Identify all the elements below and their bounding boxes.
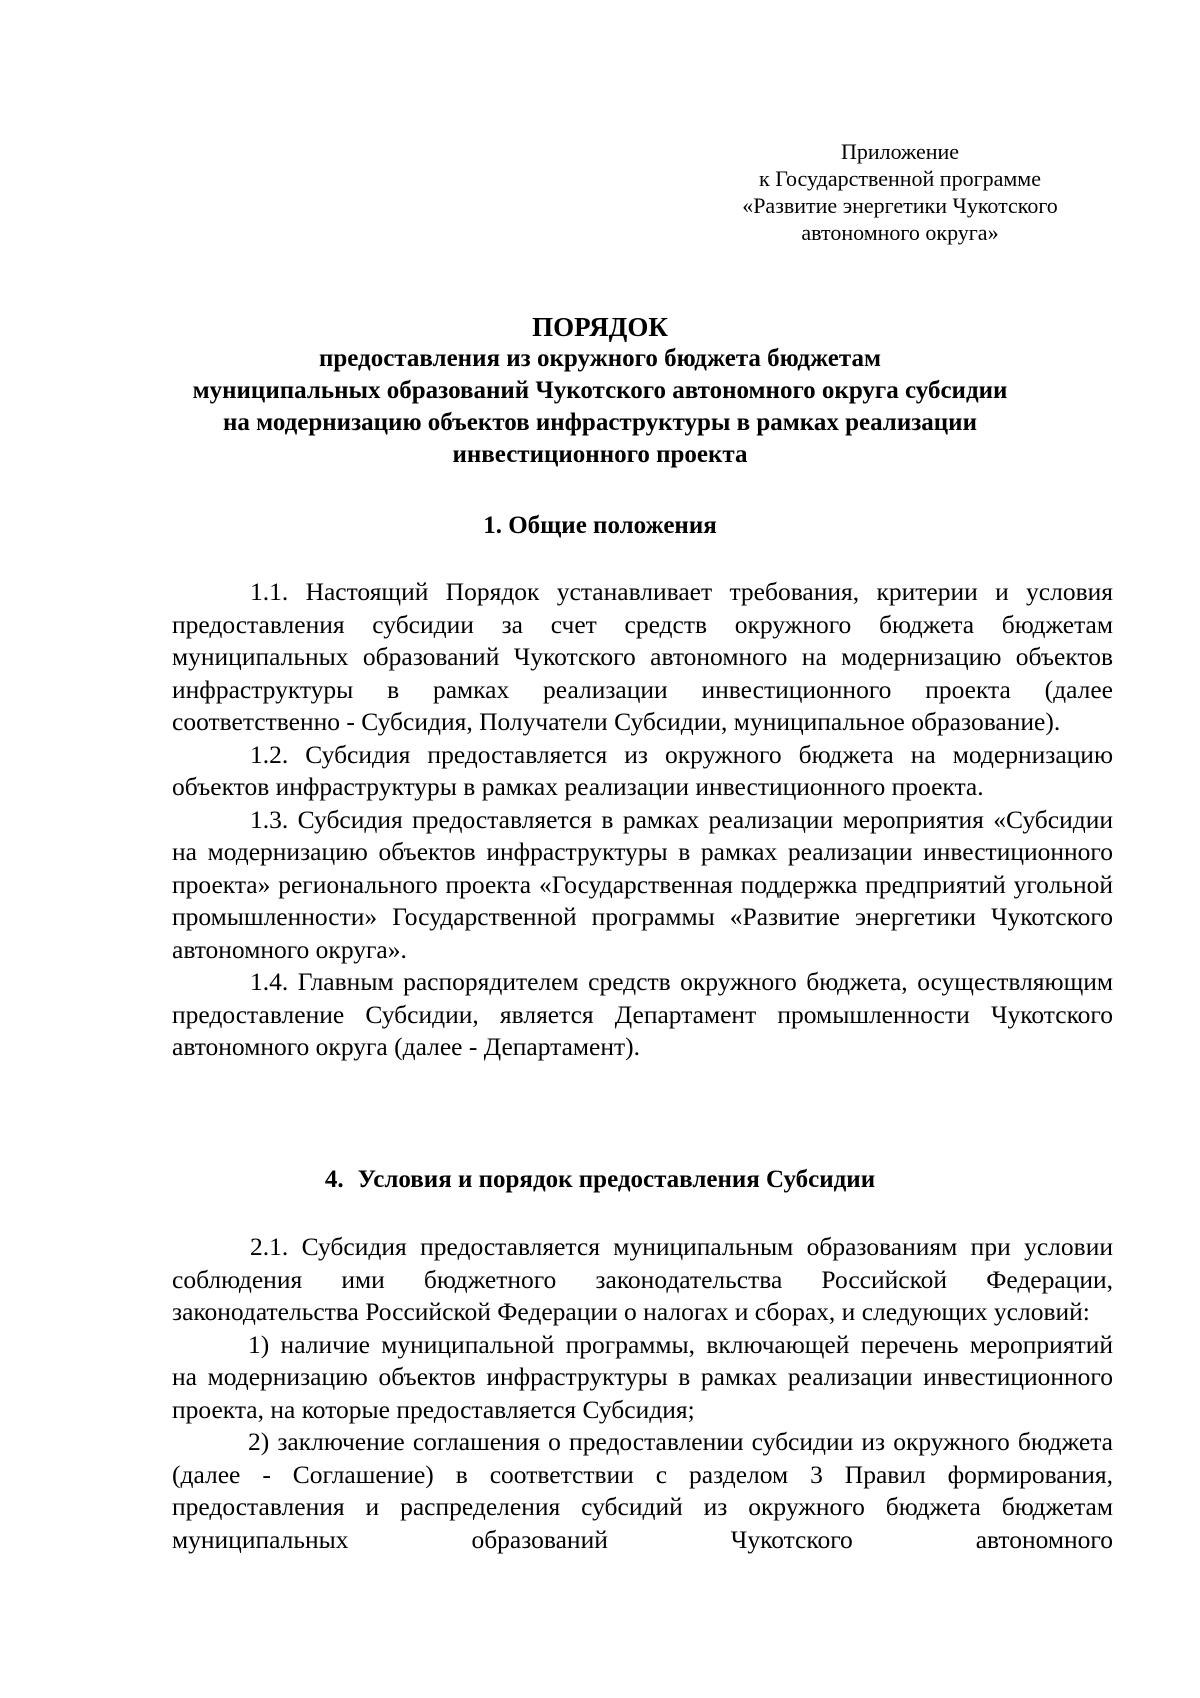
appendix-line: Приложение xyxy=(840,139,960,164)
appendix-line: автономного округа» xyxy=(801,220,999,245)
paragraph-1-1: 1.1. Настоящий Порядок устанавливает требования, критерии и условия предоставления субсидии за счет средств окружного бюджета бюджетам муниципальных образований Чукотского автономного на модернизацию объектов инфраструктуры в рамках реализации инвестиционного проекта (далее соответственно - Субсидия, Получатели Субсидии, муниципальное образование). xyxy=(172,577,1113,736)
appendix-note xyxy=(740,138,1060,246)
section-1-heading: 1. Общие положения xyxy=(483,512,717,539)
section-2-body xyxy=(172,1231,1113,1556)
title-line: инвестиционного проекта xyxy=(452,441,748,468)
section-2-heading xyxy=(100,1164,1100,1196)
appendix-line: к Государственной программе xyxy=(759,166,1041,191)
appendix-line: «Развитие энергетики Чукотского xyxy=(742,193,1058,218)
title-main: ПОРЯДОК xyxy=(532,312,668,342)
title-line: муниципальных образований Чукотского автономного округа субсидии xyxy=(192,377,1008,404)
title-line: на модернизацию объектов инфраструктуры в рамках реализации xyxy=(223,409,977,436)
paragraph-1-2: 1.2. Субсидия предоставляется из окружного бюджета на модернизацию объектов инфраструктуры в рамках реализации инвестиционного проекта. xyxy=(172,739,1113,801)
paragraph-2-1: 2.1. Субсидия предоставляется муниципальным образованиям при условии соблюдения ими бюджетного законодательства Российской Федерации, законодательства Российской Федерации о налогах и сборах, и следующих условий: xyxy=(172,1232,1113,1326)
list-item-2: 2) заключение соглашения о предоставлении субсидии из окружного бюджета (далее - Соглашение) в соответствии с разделом 3 Правил формирования, предоставления и распределения субсидий из окружного бюджета бюджетам муниципальных образований Чукотского автономного xyxy=(172,1427,1113,1554)
section-1-body xyxy=(172,576,1113,1064)
section-2-heading-number: 4. xyxy=(324,1166,344,1193)
paragraph-1-4: 1.4. Главным распорядителем средств окружного бюджета, осуществляющим предоставление Субсидии, является Департамент промышленности Чукотского автономного округа (далее - Департамент). xyxy=(172,967,1113,1061)
paragraph-1-3: 1.3. Субсидия предоставляется в рамках реализации мероприятия «Субсидии на модернизацию объектов инфраструктуры в рамках реализации инвестиционного проекта» регионального проекта «Государственная поддержка предприятий угольной промышленности» Государственной программы «Развитие энергетики Чукотского автономного округа». xyxy=(172,804,1113,964)
document-title xyxy=(100,311,1100,471)
section-2-heading-text: Условия и порядок предоставления Субсидии xyxy=(357,1166,876,1193)
title-line: предоставления из окружного бюджета бюджетам xyxy=(318,345,882,372)
list-item-1: 1) наличие муниципальной программы, включающей перечень мероприятий на модернизацию объектов инфраструктуры в рамках реализации инвестиционного проекта, на которые предоставляется Субсидия; xyxy=(172,1329,1113,1424)
